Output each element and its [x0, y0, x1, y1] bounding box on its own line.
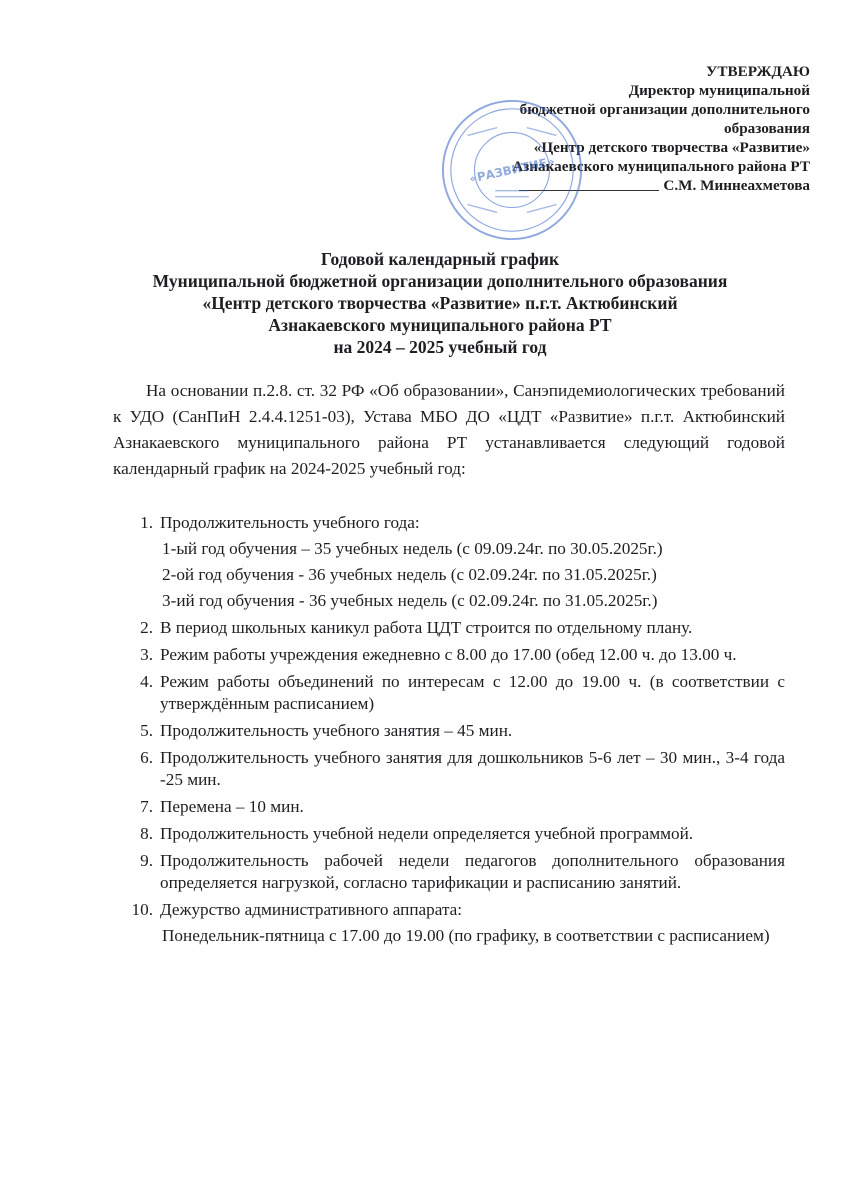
- list-item: [113, 850, 785, 894]
- item-text: Дежурство административного аппарата:: [160, 900, 463, 919]
- list-item: [113, 747, 785, 791]
- item-text: Режим работы объединений по интересам с 12.00 до 19.00 ч. (в соответствии с утверждённым расписанием): [160, 672, 785, 713]
- item-text: Перемена – 10 мин.: [160, 797, 304, 816]
- item-text: Продолжительность учебного года:: [160, 513, 420, 532]
- item-text: Продолжительность рабочей недели педагогов дополнительного образования определяется нагрузкой, согласно тарификации и расписанию занятий.: [160, 851, 785, 892]
- item-number: 4.: [140, 672, 153, 691]
- title-line: «Центр детского творчества «Развитие» п.г.т. Актюбинский: [202, 293, 678, 313]
- approval-line: «Центр детского творчества «Развитие»: [533, 139, 810, 156]
- list-item: [113, 512, 785, 612]
- intro-paragraph: На основании п.2.8. ст. 32 РФ «Об образовании», Санэпидемиологических требований к УДО (СанПиН 2.4.4.1251-03), Устава МБО ДО «ЦДТ «Развитие» п.г.т. Актюбинский Азнакаевского муниципального района РТ устанавливается следующий годовой календарный график на 2024-2025 учебный год:: [113, 381, 785, 478]
- title-line: Азнакаевского муниципального района РТ: [268, 315, 612, 335]
- title-line: Годовой календарный график: [320, 249, 560, 269]
- item-number: 3.: [140, 645, 153, 664]
- item-number: 9.: [140, 851, 153, 870]
- document-title: [60, 248, 820, 358]
- item-number: 7.: [140, 797, 153, 816]
- item-number: 8.: [140, 824, 153, 843]
- approval-heading: УТВЕРЖДАЮ: [706, 63, 810, 80]
- item-text: Продолжительность учебного занятия для дошкольников 5-6 лет – 30 мин., 3-4 года -25 мин.: [160, 748, 785, 789]
- item-text: Продолжительность учебного занятия – 45 мин.: [160, 721, 513, 740]
- item-number: 2.: [140, 618, 153, 637]
- item-sublist: [160, 925, 785, 947]
- list-item: [113, 617, 785, 639]
- list-item: [113, 796, 785, 818]
- signer-name: С.М. Миннеахметова: [663, 177, 810, 194]
- approval-line: образования: [724, 120, 810, 137]
- item-number: 10.: [131, 900, 153, 919]
- title-line: Муниципальной бюджетной организации дополнительного образования: [152, 271, 728, 291]
- item-sublist: [160, 538, 785, 612]
- list-item: [113, 899, 785, 947]
- item-number: 5.: [140, 721, 153, 740]
- approval-line: Азнакаевского муниципального района РТ: [512, 158, 810, 175]
- sub-item: Понедельник-пятница с 17.00 до 19.00 (по графику, в соответствии с расписанием): [162, 926, 770, 945]
- item-text: Режим работы учреждения ежедневно с 8.00 до 17.00 (обед 12.00 ч. до 13.00 ч.: [160, 645, 737, 664]
- official-stamp: [438, 96, 586, 244]
- list-item: [113, 644, 785, 666]
- approval-line: Директор муниципальной: [628, 82, 810, 99]
- item-text: Продолжительность учебной недели определяется учебной программой.: [160, 824, 694, 843]
- list-item: [113, 720, 785, 742]
- item-number: 6.: [140, 748, 153, 767]
- title-line: на 2024 – 2025 учебный год: [333, 337, 547, 357]
- approval-line: бюджетной организации дополнительного: [519, 101, 810, 118]
- sub-item: 2-ой год обучения - 36 учебных недель (с 02.09.24г. по 31.05.2025г.): [162, 565, 657, 584]
- item-text: В период школьных каникул работа ЦДТ строится по отдельному плану.: [160, 618, 693, 637]
- schedule-list: [113, 512, 785, 952]
- list-item: [113, 823, 785, 845]
- stamp-text: «РАЗВИТИЕ»: [468, 154, 556, 186]
- sub-item: 1-ый год обучения – 35 учебных недель (с 09.09.24г. по 30.05.2025г.): [162, 539, 663, 558]
- list-item: [113, 671, 785, 715]
- item-number: 1.: [140, 513, 153, 532]
- sub-item: 3-ий год обучения - 36 учебных недель (с 02.09.24г. по 31.05.2025г.): [162, 591, 658, 610]
